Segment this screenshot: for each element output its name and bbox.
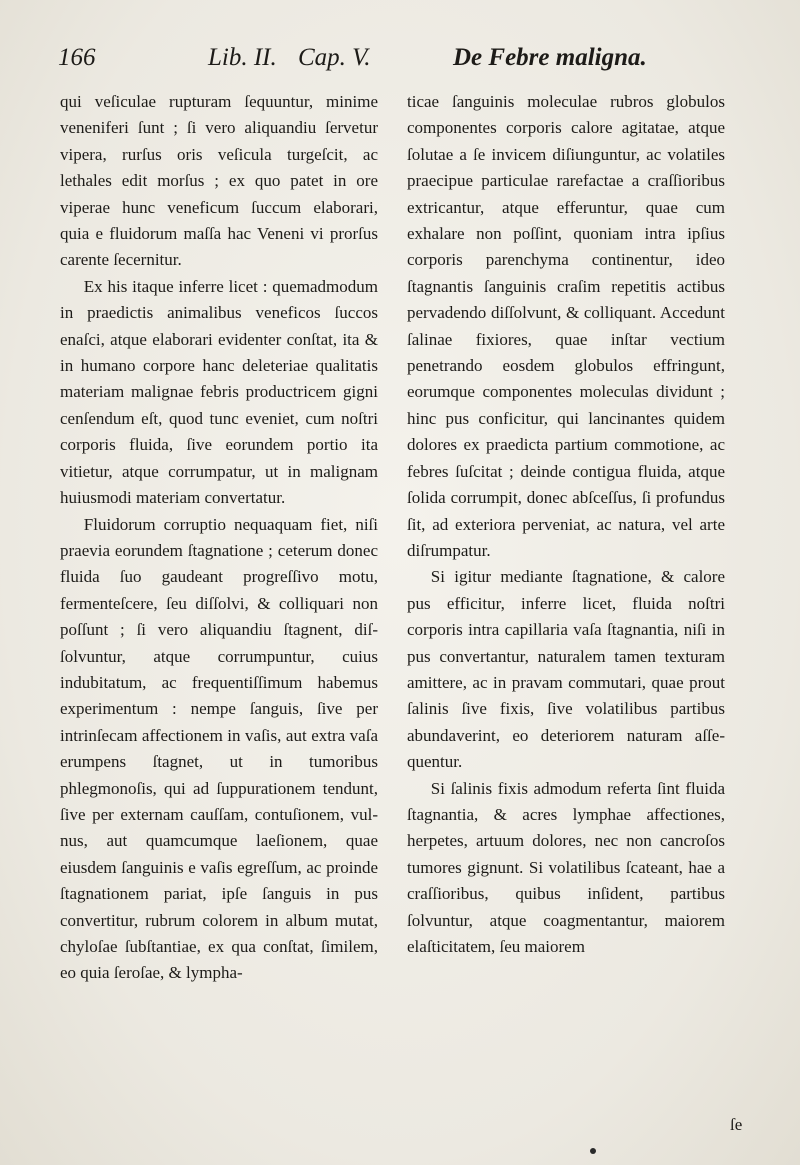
paragraph: Fluidorum corruptio nequaquam fiet, niſi praevia eorundem ſtagnatione ; ceterum donec fluida ſuo gaudeant progreſſivo motu, fermenteſcere, ſeu diſſolvi, & colliquari non poſſunt ; ſi vero aliquandiu ſtagnent, diſſolvuntur, atque corrumpuntur, cuius indubitatum, ac frequentiſſimum habemus experimentum : nempe ſanguis, ſive per intrinſecam affectionem in vaſis, aut extra vaſa erumpens ſtagnet, ut in tumoribus phlegmonoſis, qui ad ſuppurationem tendunt, ſive per externam cauſſam, contuſionem, vulnus, aut quamcumque laeſionem, quae eiusdem ſanguinis e vaſis egreſſum, ac proinde ſtagnationem pariat, ipſe ſanguis in pus convertitur, rubrum colorem in album mutat, chyloſae ſubſtantiae, ex qua conſtat, ſimilem, eo quia ſeroſae, & lympha- bbox=[60, 514, 378, 983]
running-header bbox=[58, 38, 752, 78]
chapter-label: Cap. V. bbox=[298, 44, 371, 71]
paragraph: Ex his itaque inferre licet : quemadmodum in praedictis animalibus veneficos ſuccos enaſci, atque elaborari evidenter conſtat, ita & in humano corpore hanc deleteriae qualitatis materiam malignae febris productricem gigni cenſendum eſt, quod tunc eveniet, cum noſtri corporis fluida, ſive eorundem portio ita vitietur, atque corrumpatur, ut in malignam huiusmodi materiam convertatur. bbox=[60, 276, 378, 508]
running-title: De Febre maligna. bbox=[453, 44, 647, 71]
catchword: ſe bbox=[730, 1115, 743, 1134]
paragraph: Si igitur mediante ſtagnatione, & calore pus efficitur, inferre licet, fluida noſtri corporis intra capillaria vaſa ſtagnantia, niſi in pus convertantur, naturalem tamen texturam amittere, ac in pravam commutari, quae prout ſalinis ſive fixis, ſive volatilibus partibus abundaverint, eo deteriorem naturam aſſequentur. bbox=[407, 567, 725, 772]
paragraph: ticae ſanguinis moleculae rubros globulos componentes corporis calore agitatae, atque ſolutae a ſe invicem diſiunguntur, ac volatiles praecipue particulae rarefactae a craſſioribus extricantur, atque efferuntur, quae cum exhalare non poſſint, quoniam intra ipſius corporis parenchyma continentur, ideo ſtagnantis ſanguinis craſim repetitis actibus pervadendo diſſolvunt, & colliquant. Accedunt ſalinae fixiores, quae inſtar vectium penetrando eosdem globulos effringunt, eorumque componentes moleculas dividunt ; hinc pus conficitur, qui lancinantes quidem dolores ex praedicta partium commotione, ac febres ſuſcitat ; deinde contigua fluida, atque ſolida corrumpit, donec abſceſſus, ſi profundus ſit, ad exteriora perveniat, ac natura, vel arte diſrumpatur. bbox=[407, 92, 725, 560]
paragraph: Si ſalinis fixis admodum referta ſint fluida ſtagnantia, & acres lymphae affectiones, herpetes, artuum dolores, nec non cancroſos tumores gignunt. Si volatilibus ſcateant, hae a craſſioribus, quibus inſident, partibus ſolvuntur, atque coagmentantur, maiorem elaſticitatem, ſeu maiorem bbox=[407, 778, 725, 956]
left-column bbox=[60, 89, 378, 987]
paragraph: qui veſiculae rupturam ſequuntur, minime veneniferi ſunt ; ſi vero aliquandiu ſervetur vipera, rurſus oris veſicula turgeſcit, ac lethales edit morſus ; ex quo patet in ore viperae hunc veneficum ſuccum elaborari, quia e fluidorum maſſa hac Veneni vi prorſus carente ſecernitur. bbox=[60, 92, 378, 270]
page-number: 166 bbox=[58, 44, 96, 71]
book-label: Lib. II. bbox=[208, 44, 277, 71]
right-column bbox=[407, 89, 725, 960]
ink-spot-mark bbox=[590, 1148, 596, 1154]
